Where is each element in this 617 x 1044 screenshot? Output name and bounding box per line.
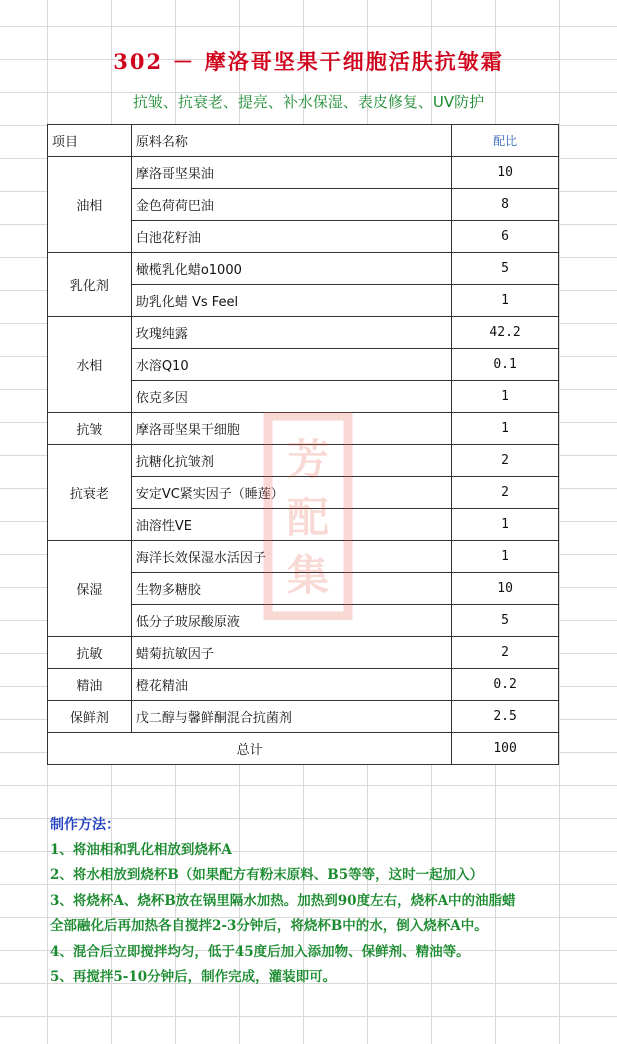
ingredient-cell[interactable]: 安定VC紧实因子（睡莲） bbox=[131, 477, 451, 509]
ingredient-cell[interactable]: 水溶Q10 bbox=[131, 349, 451, 381]
table-row bbox=[48, 701, 559, 733]
table-row bbox=[48, 669, 559, 701]
ratio-cell[interactable]: 2.5 bbox=[452, 701, 559, 733]
ratio-cell[interactable]: 2 bbox=[452, 445, 559, 477]
table-row bbox=[48, 157, 559, 189]
method-step: 3、将烧杯A、烧杯B放在锅里隔水加热。加热到90度左右，烧杯A中的油脂蜡 bbox=[50, 892, 516, 909]
ingredient-cell[interactable]: 戊二醇与馨鲜酮混合抗菌剂 bbox=[131, 701, 451, 733]
category-cell[interactable]: 保鲜剂 bbox=[48, 701, 132, 733]
ingredient-cell[interactable]: 摩洛哥坚果干细胞 bbox=[131, 413, 451, 445]
method-step: 1、将油相和乳化相放到烧杯A bbox=[50, 842, 232, 858]
header-ratio[interactable]: 配比 bbox=[452, 125, 559, 157]
table-row bbox=[48, 445, 559, 477]
seal-char-2: 配 bbox=[286, 493, 330, 542]
table-row bbox=[48, 317, 559, 349]
category-cell[interactable]: 油相 bbox=[48, 157, 132, 253]
ratio-cell[interactable]: 2 bbox=[452, 477, 559, 509]
ratio-cell[interactable]: 0.2 bbox=[452, 669, 559, 701]
ingredient-cell[interactable]: 玫瑰纯露 bbox=[131, 317, 451, 349]
method-step: 全部融化后再加热各自搅拌2-3分钟后，将烧杯B中的水，倒入烧杯A中。 bbox=[50, 918, 488, 935]
ingredient-cell[interactable]: 蜡菊抗敏因子 bbox=[131, 637, 451, 669]
category-cell[interactable]: 精油 bbox=[48, 669, 132, 701]
ingredient-cell[interactable]: 金色荷荷巴油 bbox=[131, 189, 451, 221]
ratio-cell[interactable]: 8 bbox=[452, 189, 559, 221]
ingredient-cell[interactable]: 生物多糖胶 bbox=[131, 573, 451, 605]
total-row bbox=[48, 733, 559, 765]
category-cell[interactable]: 保湿 bbox=[48, 541, 132, 637]
ratio-cell[interactable]: 0.1 bbox=[452, 349, 559, 381]
ingredient-cell[interactable]: 低分子玻尿酸原液 bbox=[131, 605, 451, 637]
ratio-cell[interactable]: 6 bbox=[452, 221, 559, 253]
page-title: 302 － 摩洛哥坚果干细胞活肤抗皱霜 bbox=[113, 49, 504, 74]
table-row bbox=[48, 253, 559, 285]
ingredient-cell[interactable]: 橙花精油 bbox=[131, 669, 451, 701]
method-step: 5、再搅拌5-10分钟后，制作完成，灌装即可。 bbox=[50, 968, 337, 985]
ingredient-cell[interactable]: 助乳化蜡 Vs Feel bbox=[131, 285, 451, 317]
ingredient-cell[interactable]: 橄榄乳化蜡o1000 bbox=[131, 253, 451, 285]
ingredient-cell[interactable]: 依克多因 bbox=[131, 381, 451, 413]
method-step: 2、将水相放到烧杯B（如果配方有粉末原料、B5等等，这时一起加入） bbox=[50, 867, 484, 884]
ratio-cell[interactable]: 1 bbox=[452, 285, 559, 317]
ratio-cell[interactable]: 5 bbox=[452, 605, 559, 637]
table-header-row bbox=[48, 125, 559, 157]
method-step: 4、混合后立即搅拌均匀，低于45度后加入添加物、保鲜剂、精油等。 bbox=[50, 943, 470, 960]
ingredient-cell[interactable]: 油溶性VE bbox=[131, 509, 451, 541]
total-value[interactable]: 100 bbox=[452, 733, 559, 765]
seal-char-1: 芳 bbox=[286, 435, 330, 484]
ratio-cell[interactable]: 10 bbox=[452, 157, 559, 189]
ratio-cell[interactable]: 1 bbox=[452, 381, 559, 413]
header-ingredient[interactable]: 原料名称 bbox=[131, 125, 451, 157]
category-cell[interactable]: 抗敏 bbox=[48, 637, 132, 669]
formula-table bbox=[47, 124, 559, 765]
table-row bbox=[48, 413, 559, 445]
ingredient-cell[interactable]: 海洋长效保湿水活因子 bbox=[131, 541, 451, 573]
ingredient-cell[interactable]: 白池花籽油 bbox=[131, 221, 451, 253]
table-row bbox=[48, 637, 559, 669]
method-section bbox=[50, 812, 610, 990]
seal-char-3: 集 bbox=[286, 551, 330, 600]
category-cell[interactable]: 乳化剂 bbox=[48, 253, 132, 317]
ingredient-cell[interactable]: 抗糖化抗皱剂 bbox=[131, 445, 451, 477]
header-category[interactable]: 项目 bbox=[48, 125, 132, 157]
ratio-cell[interactable]: 1 bbox=[452, 413, 559, 445]
ingredient-cell[interactable]: 摩洛哥坚果油 bbox=[131, 157, 451, 189]
ratio-cell[interactable]: 2 bbox=[452, 637, 559, 669]
ratio-cell[interactable]: 1 bbox=[452, 509, 559, 541]
formula-table-body bbox=[48, 157, 559, 733]
category-cell[interactable]: 抗衰老 bbox=[48, 445, 132, 541]
page-subtitle: 抗皱、抗衰老、提亮、补水保湿、表皮修复、UV防护 bbox=[132, 93, 485, 111]
total-label[interactable]: 总计 bbox=[48, 733, 452, 765]
ratio-cell[interactable]: 5 bbox=[452, 253, 559, 285]
table-row bbox=[48, 541, 559, 573]
ratio-cell[interactable]: 42.2 bbox=[452, 317, 559, 349]
category-cell[interactable]: 水相 bbox=[48, 317, 132, 413]
method-title: 制作方法： bbox=[50, 817, 120, 833]
ratio-cell[interactable]: 1 bbox=[452, 541, 559, 573]
category-cell[interactable]: 抗皱 bbox=[48, 413, 132, 445]
ratio-cell[interactable]: 10 bbox=[452, 573, 559, 605]
